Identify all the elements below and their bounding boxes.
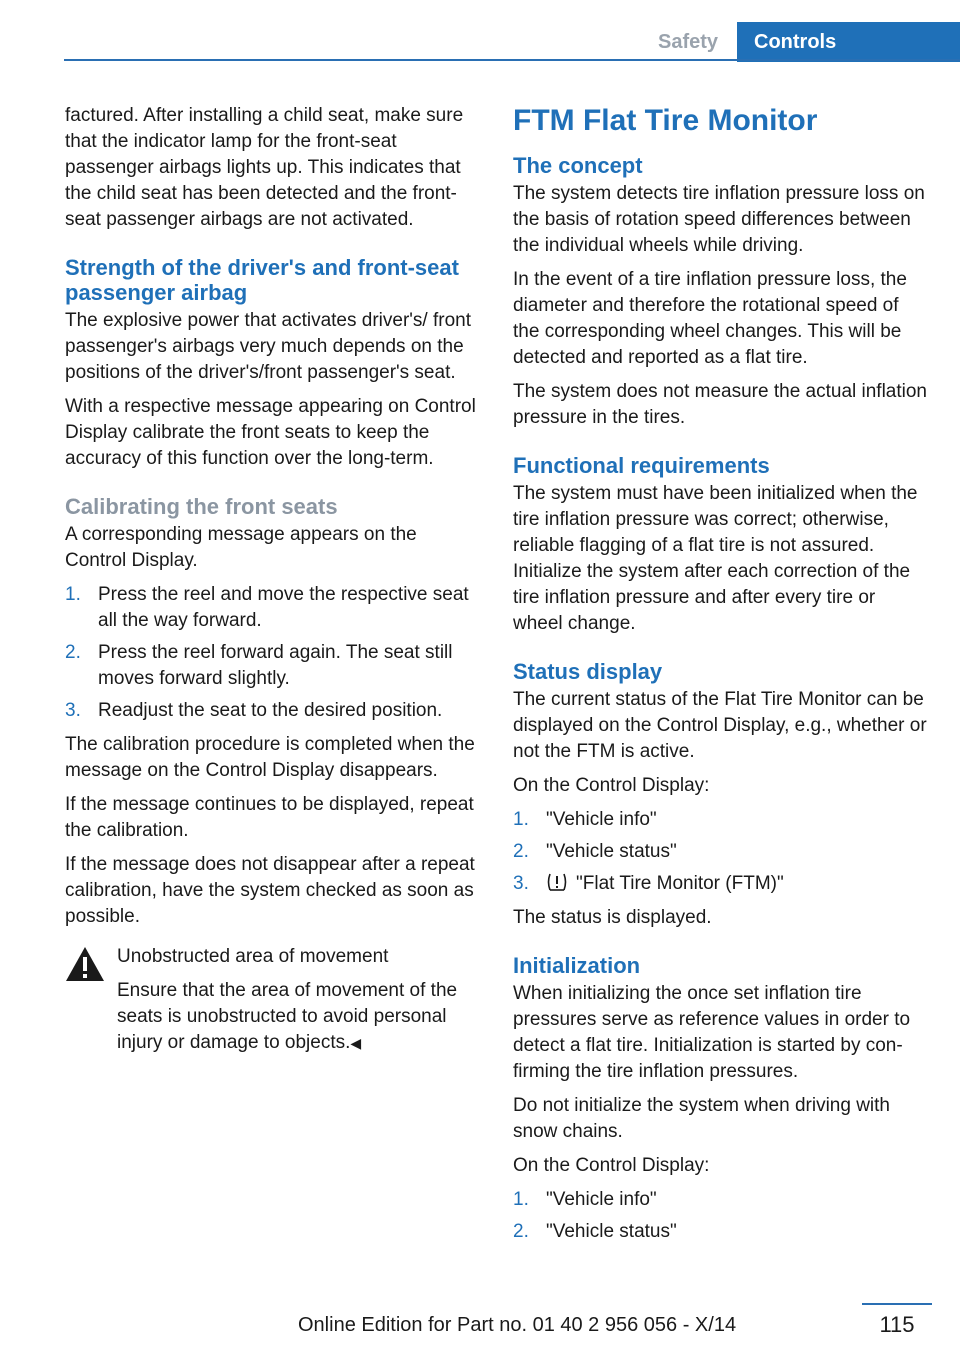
tire-warning-icon <box>546 871 568 893</box>
step-number: 2. <box>65 642 81 663</box>
paragraph-functional: The system must have been initialized when the tire inflation pressure was correct; otherwise, reliable flagging of a flat tire is not assured. Initialize the system after each correction of the tire inflation pressure and after every tire or wheel change. <box>513 483 918 634</box>
list-item <box>513 1219 929 1245</box>
intro-paragraph: factured. After installing a child seat, make sure that the indicator lamp for the front-seat passenger airbags lights up. This indicates that the child seat has been detected and the front-seat passenger airbags are not activated. <box>65 105 464 230</box>
paragraph-calibrating: A corresponding message appears on the Control Display. <box>65 524 417 571</box>
paragraph-strength-2: With a respective message appearing on Control Display calibrate the front seats to keep the accuracy of this function over the long-term. <box>65 396 476 469</box>
warning-triangle-icon <box>65 946 105 982</box>
tab-controls[interactable]: Controls <box>737 22 960 62</box>
list-item <box>513 807 929 833</box>
warning-title: Unobstructed area of movement <box>117 946 389 967</box>
right-column <box>513 103 929 1253</box>
heading-calibrating-seats: Calibrating the front seats <box>65 494 338 519</box>
warning-text-indented <box>65 978 481 1056</box>
step-text: Readjust the seat to the desired position. <box>98 700 443 721</box>
page-number-rule <box>862 1303 932 1305</box>
paragraph-calibration-complete: The calibration procedure is completed when the message on the Control Display disappears. <box>65 734 475 781</box>
paragraph-status-1: The current status of the Flat Tire Monitor can be displayed on the Control Display, e.g., whether or not the FTM is active. <box>513 689 927 762</box>
header-rule <box>64 59 960 61</box>
list-item <box>65 582 481 634</box>
list-item <box>513 1187 929 1213</box>
paragraph-concept-1: The system detects tire inflation pressure loss on the basis of rotation speed differences between the individual wheels while driving. <box>513 183 925 256</box>
step-number: 3. <box>513 873 529 894</box>
step-number: 1. <box>513 1189 529 1210</box>
init-steps <box>513 1187 929 1245</box>
heading-status-display: Status display <box>513 659 663 684</box>
heading-concept: The concept <box>513 153 643 178</box>
page-number: 115 <box>879 1312 915 1337</box>
paragraph-strength-1: The explosive power that activates driver's/ front passenger's airbags very much depends on the positions of the driver's/front passenger's seat. <box>65 310 471 383</box>
paragraph-concept-3: The system does not measure the actual inflation pressure in the tires. <box>513 381 928 428</box>
step-text: "Vehicle info" <box>546 809 657 830</box>
paragraph-concept-2: In the event of a tire inflation pressure loss, the diameter and therefore the rotational speed of the corresponding wheel changes. This will be detected and reported as a flat tire. <box>513 269 907 368</box>
paragraph-init-3: On the Control Display: <box>513 1155 710 1176</box>
warning-box <box>65 944 481 1056</box>
step-text: Press the reel and move the respective seat all the way forward. <box>98 584 469 631</box>
paragraph-message-continues: If the message continues to be displayed, repeat the calibration. <box>65 794 474 841</box>
paragraph-status-3: The status is displayed. <box>513 907 712 928</box>
calibration-steps <box>65 582 481 724</box>
step-text: "Vehicle status" <box>546 1221 677 1242</box>
section-title: FTM Flat Tire Monitor <box>513 104 818 137</box>
step-text: "Vehicle status" <box>546 841 677 862</box>
step-number: 2. <box>513 1221 529 1242</box>
status-steps <box>513 807 929 897</box>
heading-functional-requirements: Functional requirements <box>513 453 770 478</box>
list-item <box>65 640 481 692</box>
heading-initialization: Initialization <box>513 953 641 978</box>
paragraph-init-2: Do not initialize the system when driving with snow chains. <box>513 1095 891 1142</box>
list-item <box>513 839 929 865</box>
left-column <box>65 103 481 1064</box>
paragraph-status-2: On the Control Display: <box>513 775 710 796</box>
step-number: 1. <box>513 809 529 830</box>
end-mark: ◀ <box>350 1035 362 1051</box>
list-item <box>65 698 481 724</box>
edition-footer: Online Edition for Part no. 01 40 2 956 056 - X/14 <box>298 1314 737 1336</box>
step-text-with-icon <box>546 871 929 897</box>
paragraph-init-1: When initializing the once set inflation tire pressures serve as reference values in order to detect a flat tire. Initialization is started by confirming the tire inflation pressures. <box>513 983 911 1082</box>
step-number: 2. <box>513 841 529 862</box>
tab-safety[interactable]: Safety <box>657 31 719 53</box>
warning-text: Ensure that the area of movement of the seats is unobstructed to avoid personal injury or damage to objects. <box>117 980 458 1053</box>
step-number: 1. <box>65 584 81 605</box>
step-text: Press the reel forward again. The seat still moves forward slightly. <box>98 642 453 689</box>
list-item <box>513 871 929 897</box>
paragraph-message-not-disappear: If the message does not disappear after a repeat calibration, have the system checked as soon as possible. <box>65 854 475 927</box>
step-text: "Vehicle info" <box>546 1189 657 1210</box>
step-text: "Flat Tire Monitor (FTM)" <box>576 873 784 894</box>
step-number: 3. <box>65 700 81 721</box>
heading-airbag-strength: Strength of the driver's and front-seat passenger airbag <box>65 255 459 305</box>
